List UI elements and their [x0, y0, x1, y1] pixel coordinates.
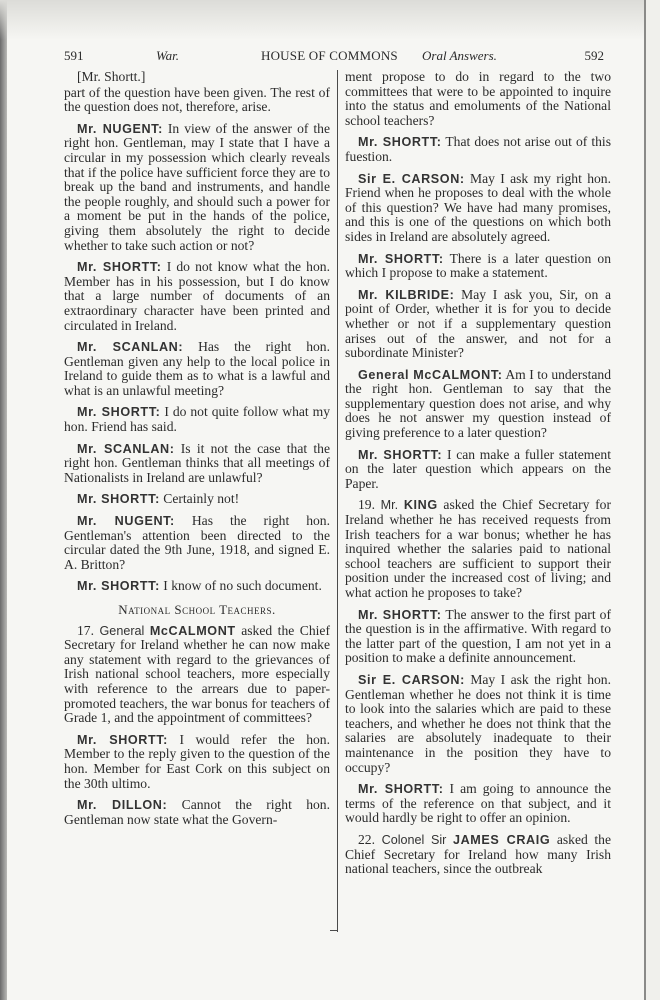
speaker-name: Mr. SHORTT: [77, 579, 160, 594]
speaker-name: Mr. SHORTT: [358, 607, 442, 622]
speech-text: asked the Chief Secretary for Ireland whether he has received requests from Irish teachers for a war bonus; whether he has inquired whether the salaries paid to national school teachers are sufficient to support their position under the increased cost of living; and what action he proposes to take? [345, 497, 611, 600]
page-number-right: 592 [584, 48, 604, 63]
section-label: War. [156, 48, 180, 63]
speech-text: I know of no such document. [163, 578, 322, 594]
speaker-name: KING [403, 498, 438, 513]
speech-paragraph [64, 442, 330, 486]
speaker-name: General McCALMONT: [358, 367, 503, 382]
speech-text: There is a later question on which I propose to make a statement. [345, 250, 611, 281]
speech-paragraph [345, 498, 611, 600]
left-paragraphs-after-heading [64, 624, 330, 828]
speech-paragraph [345, 782, 611, 826]
page-number-left: 591 [64, 48, 84, 63]
speaker-name: Sir E. CARSON: [358, 171, 465, 186]
question-number: 22. [358, 831, 375, 847]
speech-text: That does not arise out of this fuestion. [345, 134, 611, 164]
question-number: 17. [77, 622, 94, 638]
speech-paragraph [345, 608, 611, 666]
speech-text: asked the Chief Secretary for Ireland how many Irish national teachers, since the outbreak [345, 831, 611, 877]
speaker-name: JAMES CRAIG [452, 832, 551, 847]
opening-text: ment propose to do in regard to the two committees that were to be appointed to inquire into the status and emoluments of the National school teachers? [345, 69, 611, 128]
speech-text: In view of the answer of the right hon. Gentleman, may I state that I have a circular in my possession which clearly reveals that if the police have sufficient force they are to break up the band and instruments, and handle the people roughly, and should such a power for a moment be put in the hands of the police, giving them absolutely the right to decide whether to take such action or not? [64, 120, 331, 253]
speaker-name: Mr. KILBRIDE: [358, 287, 455, 302]
speaker-name: Mr. SCANLAN: [77, 441, 175, 456]
left-column [64, 70, 330, 834]
speaker-name: Mr. SHORTT: [358, 447, 443, 462]
right-margin [646, 0, 660, 1000]
speech-paragraph [345, 368, 611, 441]
speech-paragraph [64, 492, 330, 507]
speaker-name: Mr. SHORTT: [77, 492, 160, 507]
left-paragraphs [64, 122, 330, 594]
speaker-name: Mr. SCANLAN: [77, 340, 184, 355]
speech-text: Has the right hon. Gentleman's attention been directed to the circular dated the 9th June, 1918, and signed E. A. Britton? [64, 513, 330, 572]
speech-text: The answer to the first part of the question is in the affirmative. With regard to the latter part of the question, I am not yet in a position to make a definite announcement. [345, 606, 612, 666]
speaker-name: Mr. DILLON: [77, 798, 168, 813]
speaker-name: Mr. SHORTT: [77, 260, 162, 275]
page-edge-rule [644, 0, 646, 1000]
speech-paragraph [64, 122, 330, 253]
speech-text: Cannot the right hon. Gentleman now state what the Govern- [64, 797, 330, 827]
speech-paragraph [345, 172, 611, 245]
speaker-name: Mr. NUGENT: [77, 514, 175, 529]
speech-text: I would refer the hon. Member to the reply given to the question of the hon. Member for East Cork on this subject on the 30th ultimo. [64, 731, 330, 791]
question-number: 19. [358, 497, 375, 513]
speech-paragraph [345, 833, 611, 877]
speaker-title: General [99, 623, 145, 638]
speech-text: May I ask the right hon. Gentleman whether he does not think it is time to look into the salaries which are paid to these teachers, and whether he does not think that the salaries are absolutely inadequate to their maintenance in the position they have to occupy? [345, 671, 611, 775]
speech-paragraph [64, 405, 330, 434]
speech-text: May I ask you, Sir, on a point of Order, whether it is for you to decide whether or not if a supplementary question arises out of the answer, and not for a subordinate Minister? [345, 286, 611, 361]
speaker-title: Mr. [380, 498, 399, 513]
speaker-name: Mr. SHORTT: [77, 405, 161, 420]
speech-paragraph [64, 514, 330, 572]
opening-text: part of the question have been given. The rest of the question does not, therefore, arise. [64, 84, 330, 115]
continued-speaker-tag: [Mr. Shortt.] [77, 69, 146, 84]
speech-text: asked the Chief Secretary for Ireland whether he can now make any statement with regard to the grievances of Irish national school teachers, more especially with reference to the arrears due to paper-promoted teachers, the war bonus for teachers of Grade 1, and the appointment of committees? [64, 622, 330, 726]
speech-text: I can make a fuller statement on the later question which appears on the Paper. [345, 446, 611, 491]
column-divider-foot [330, 930, 338, 931]
scan-shadow [0, 0, 660, 40]
speech-paragraph [64, 579, 330, 594]
speech-text: I am going to announce the terms of the reference on that subject, and it would hardly be right to offer an opinion. [345, 781, 612, 826]
speech-paragraph [345, 135, 611, 164]
speech-paragraph [64, 733, 330, 791]
speech-text: Certainly not! [163, 491, 240, 507]
right-paragraphs [345, 135, 611, 876]
speech-text: I do not know what the hon. Member has in his possession, but I do know that a large number of documents of an extraordinary character have been printed and circulated in Ireland. [64, 259, 330, 333]
speaker-name: Mr. SHORTT: [358, 251, 444, 266]
running-head [64, 48, 604, 68]
speech-text: Am I to understand the right hon. Gentleman to say that the supplementary question does not arise, and why does he not answer my question instead of giving preference to a later question? [345, 366, 611, 441]
speech-paragraph [345, 252, 611, 281]
speech-text: May I ask my right hon. Friend when he proposes to deal with the whole of this question? We have had many promises, and this is one of the questions on which both sides in Ireland are absolutely agreed. [345, 170, 611, 244]
speech-text: I do not quite follow what my hon. Friend has said. [64, 404, 330, 435]
subsection-label: Oral Answers. [422, 48, 497, 63]
speech-paragraph [64, 624, 330, 726]
speech-paragraph [64, 260, 330, 333]
speaker-title: Colonel Sir [381, 832, 447, 847]
speaker-name: Mr. SHORTT: [358, 135, 442, 150]
speaker-name: Mr. SHORTT: [77, 732, 168, 747]
speaker-name: Sir E. CARSON: [358, 672, 465, 687]
column-divider [337, 70, 338, 932]
section-heading: National School Teachers. [118, 602, 276, 617]
speech-text: Is it not the case that the right hon. Gentleman thinks that all meetings of Nationalists in Ireland are unlawful? [64, 440, 330, 485]
speaker-name: Mr. SHORTT: [358, 782, 444, 797]
speech-paragraph [345, 288, 611, 361]
speech-paragraph [345, 448, 611, 492]
speech-paragraph [64, 340, 330, 398]
speaker-name: Mr. NUGENT: [77, 121, 163, 136]
speech-paragraph [64, 798, 330, 827]
speech-text: Has the right hon. Gentleman given any help to the local police in Ireland to guide them as to what is a lawful and what is an unlawful meeting? [64, 339, 330, 398]
right-column [345, 70, 611, 884]
page-binding-edge [0, 0, 7, 1000]
speech-paragraph [345, 673, 611, 775]
speaker-name: McCALMONT [149, 623, 236, 638]
publication-title: HOUSE OF COMMONS [261, 48, 398, 63]
